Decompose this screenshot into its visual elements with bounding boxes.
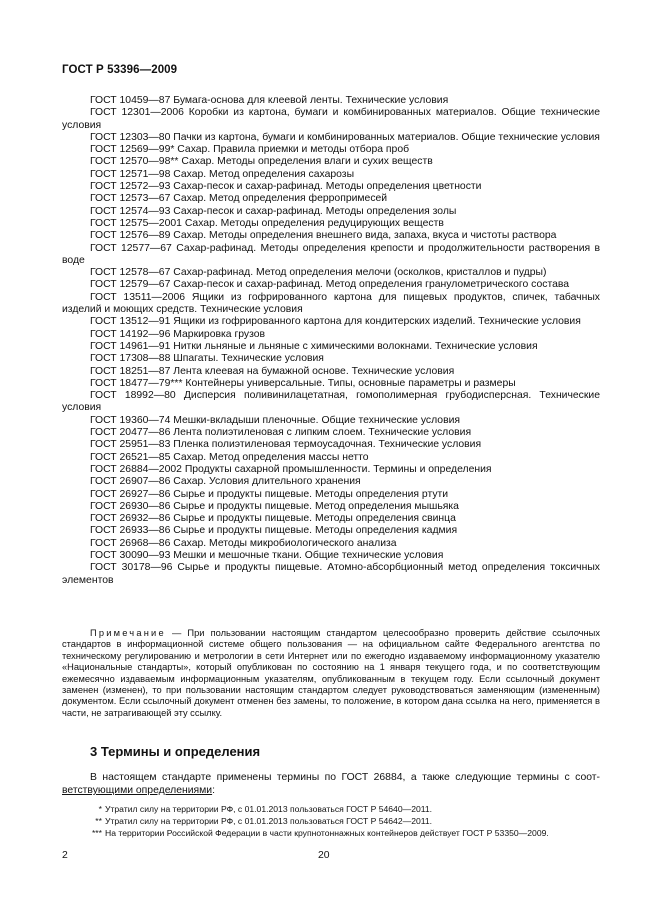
reference-title: Сырье и продукты пищевые. Метод определения мышьяка xyxy=(173,500,459,512)
section-paragraph xyxy=(62,771,600,797)
reference-item xyxy=(62,353,600,365)
page-number-left: 2 xyxy=(62,850,68,861)
reference-code: ГОСТ 14961—91 xyxy=(90,340,171,352)
reference-item xyxy=(62,144,600,156)
reference-code: ГОСТ 12571—98 xyxy=(90,168,171,180)
reference-item xyxy=(62,501,600,513)
reference-code: ГОСТ 26907—86 xyxy=(90,476,171,488)
reference-item xyxy=(62,550,600,562)
reference-item xyxy=(62,230,600,242)
footnote-text: Утратил силу на территории РФ, с 01.01.2013 пользоваться ГОСТ Р 54642—2011. xyxy=(105,816,433,826)
footnote xyxy=(62,804,600,815)
reference-title: Сахар-рафинад. Метод определения мелочи (осколков, кристаллов и пудры) xyxy=(173,267,547,279)
reference-title: Коробки из картона, бумаги и комбинированных материалов. Общие технические условия xyxy=(62,107,600,131)
reference-item xyxy=(62,452,600,464)
reference-title: Шпагаты. Технические условия xyxy=(173,353,324,365)
reference-code: ГОСТ 12579—67 xyxy=(90,279,171,291)
reference-title: Продукты сахарной промышленности. Термины и определения xyxy=(184,463,492,475)
reference-code: ГОСТ 26927—86 xyxy=(90,488,171,500)
reference-title: Сахар. Метод определения ферропримесей xyxy=(173,193,388,205)
reference-code: ГОСТ 26521—85 xyxy=(90,451,171,463)
reference-title: Дисперсия поливинилацетатная, гомополимерная грубодисперсная. Технические условия xyxy=(62,390,601,414)
section-title: 3 Термины и определения xyxy=(90,744,261,759)
reference-item xyxy=(62,378,600,390)
normative-references-list xyxy=(62,95,600,587)
paragraph-text-after: : xyxy=(212,785,215,796)
reference-code: ГОСТ 12578—67 xyxy=(90,267,171,279)
reference-title: Сахар-песок и сахар-рафинад. Методы определения цветности xyxy=(173,181,482,193)
footnote xyxy=(62,828,600,839)
reference-code: ГОСТ 12570—98** xyxy=(90,156,179,168)
reference-item xyxy=(62,366,600,378)
reference-code: ГОСТ 12573—67 xyxy=(90,193,171,205)
reference-title: Ящики из гофрированного картона для пищевых продуктов, спичек, табачных изделий и моющих средств. Технические условия xyxy=(62,291,600,316)
reference-code: ГОСТ 18992—80 xyxy=(90,390,176,402)
reference-code: ГОСТ 19360—74 xyxy=(90,414,171,426)
reference-item xyxy=(62,476,600,488)
reference-code: ГОСТ 13511—2006 xyxy=(90,291,186,303)
footnote xyxy=(62,816,600,827)
reference-code: ГОСТ 26884—2002 xyxy=(90,463,182,475)
reference-title: Маркировка грузов xyxy=(173,328,266,340)
reference-item xyxy=(62,513,600,525)
footnote-mark: ** xyxy=(95,816,102,826)
reference-item xyxy=(62,390,600,415)
reference-code: ГОСТ 12576—89 xyxy=(90,230,171,242)
reference-item xyxy=(62,427,600,439)
reference-item xyxy=(62,206,600,218)
reference-title: Мешки-вкладыши пленочные. Общие технические условия xyxy=(173,414,461,426)
reference-code: ГОСТ 20477—86 xyxy=(90,427,171,439)
reference-code: ГОСТ 25951—83 xyxy=(90,439,171,451)
reference-title: Сахар. Методы определения редуцирующих веществ xyxy=(184,217,444,229)
reference-item xyxy=(62,243,600,268)
paragraph-text-before: В настоящем стандарте применены термины по ГОСТ 26884, а также следующие термины с соот xyxy=(90,772,600,783)
reference-code: ГОСТ 12577—67 xyxy=(90,242,172,254)
reference-code: ГОСТ 12575—2001 xyxy=(90,217,182,229)
reference-title: Лента полиэтиленовая с липким слоем. Технические условия xyxy=(173,427,472,439)
reference-item xyxy=(62,464,600,476)
reference-title: Сахар. Условия длительного хранения xyxy=(173,476,361,488)
reference-title: Сырье и продукты пищевые. Методы определения ртути xyxy=(173,488,449,500)
reference-code: ГОСТ 12574—93 xyxy=(90,205,171,217)
reference-item xyxy=(62,329,600,341)
footnote-text: Утратил силу на территории РФ, с 01.01.2013 пользоваться ГОСТ Р 54640—2011. xyxy=(105,804,433,814)
note-text: — При пользовании настоящим стандартом целесообразно проверить действие ссылочных стандартов в информационной системе общего пользования — на официальном сайте Федерального агентства по техническому регулированию и метрологии в сети Интернет или по ежегодно издаваемому информационному указателю «Национальные стандарты», который опубликован по состоянию на 1 января текущего года, и по соответствующим ежемесячно издаваемым информационным указателям, опубликованным в текущем году. Если ссылочный документ заменен (изменен), то при пользовании настоящим стандартом следует руководствоваться заменяющим (измененным) документом. Если ссылочный документ отменен без замены, то положение, в котором дана ссылка на него, применяется в части, не затрагивающей эту ссылку. xyxy=(62,628,600,718)
reference-title: Сырье и продукты пищевые. Атомно-абсорбционный метод определения токсичных элементов xyxy=(62,562,600,586)
reference-title: Сахар-песок и сахар-рафинад. Методы определения золы xyxy=(173,205,457,217)
reference-title: Сахар. Методы определения влаги и сухих веществ xyxy=(181,156,433,168)
page-number-center: 20 xyxy=(318,850,330,861)
note-label: Примечание xyxy=(90,628,166,638)
reference-code: ГОСТ 17308—88 xyxy=(90,353,171,365)
reference-title: Сахар. Метод определения массы нетто xyxy=(173,451,369,463)
reference-item xyxy=(62,95,600,107)
reference-title: Сахар. Методы микробиологического анализа xyxy=(173,537,397,549)
reference-item xyxy=(62,218,600,230)
reference-item xyxy=(62,107,600,132)
note-block xyxy=(62,628,600,719)
reference-code: ГОСТ 30090—93 xyxy=(90,549,171,561)
reference-item xyxy=(62,489,600,501)
reference-item xyxy=(62,415,600,427)
reference-item xyxy=(62,316,600,328)
reference-item xyxy=(62,181,600,193)
reference-title: Сахар. Методы определения внешнего вида, запаха, вкуса и чистоты раствора xyxy=(173,230,557,242)
reference-code: ГОСТ 12569—99* xyxy=(90,144,175,156)
reference-title: Сырье и продукты пищевые. Методы определения кадмия xyxy=(173,525,458,537)
reference-code: ГОСТ 26968—86 xyxy=(90,537,171,549)
reference-code: ГОСТ 13512—91 xyxy=(90,316,171,328)
reference-item xyxy=(62,279,600,291)
reference-title: Лента клеевая на бумажной основе. Технические условия xyxy=(173,365,455,377)
footnote-mark: *** xyxy=(91,828,102,838)
reference-title: Сахар. Правила приемки и методы отбора проб xyxy=(177,144,410,156)
document-header: ГОСТ Р 53396—2009 xyxy=(62,64,178,76)
footnote-text: На территории Российской Федерации в части крупнотоннажных контейнеров действует ГОСТ Р 53350—2009. xyxy=(105,828,549,838)
reference-code: ГОСТ 18477—79*** xyxy=(90,377,183,389)
reference-item xyxy=(62,525,600,537)
reference-item xyxy=(62,292,600,317)
reference-title: Сахар-песок и сахар-рафинад. Метод определения гранулометрического состава xyxy=(173,279,570,291)
reference-item xyxy=(62,169,600,181)
reference-item xyxy=(62,132,600,144)
reference-title: Нитки льняные и льняные с химическими волокнами. Технические условия xyxy=(173,340,538,352)
reference-code: ГОСТ 30178—96 xyxy=(90,562,173,574)
reference-code: ГОСТ 26933—86 xyxy=(90,525,171,537)
reference-item xyxy=(62,538,600,550)
reference-code: ГОСТ 12301—2006 xyxy=(90,107,184,119)
reference-title: Сахар-рафинад. Методы определения крепости и продолжительности растворения в воде xyxy=(62,242,601,266)
reference-item xyxy=(62,562,600,587)
reference-title: Сырье и продукты пищевые. Методы определения свинца xyxy=(173,513,456,525)
reference-item xyxy=(62,156,600,168)
reference-item xyxy=(62,267,600,279)
reference-title: Контейнеры универсальные. Типы, основные параметры и размеры xyxy=(185,377,516,389)
footnote-mark: * xyxy=(98,804,102,814)
reference-item xyxy=(62,341,600,353)
reference-code: ГОСТ 12303—80 xyxy=(90,131,171,143)
reference-item xyxy=(62,439,600,451)
paragraph-underlined-text: ветствующими определениями xyxy=(62,785,213,796)
reference-code: ГОСТ 26930—86 xyxy=(90,500,171,512)
reference-title: Мешки и мешочные ткани. Общие технические условия xyxy=(173,549,444,561)
reference-code: ГОСТ 18251—87 xyxy=(90,365,171,377)
reference-title: Ящики из гофрированного картона для кондитерских изделий. Технические условия xyxy=(173,316,581,328)
reference-item xyxy=(62,193,600,205)
reference-title: Пачки из картона, бумаги и комбинированных материалов. Общие технические условия xyxy=(173,131,600,143)
reference-code: ГОСТ 10459—87 xyxy=(90,95,171,106)
reference-code: ГОСТ 12572—93 xyxy=(90,181,171,193)
reference-title: Бумага-основа для клеевой ленты. Технические условия xyxy=(173,95,449,106)
reference-title: Пленка полиэтиленовая термоусадочная. Технические условия xyxy=(173,439,482,451)
reference-code: ГОСТ 14192—96 xyxy=(90,328,171,340)
reference-code: ГОСТ 26932—86 xyxy=(90,513,171,525)
reference-title: Сахар. Метод определения сахарозы xyxy=(173,168,355,180)
